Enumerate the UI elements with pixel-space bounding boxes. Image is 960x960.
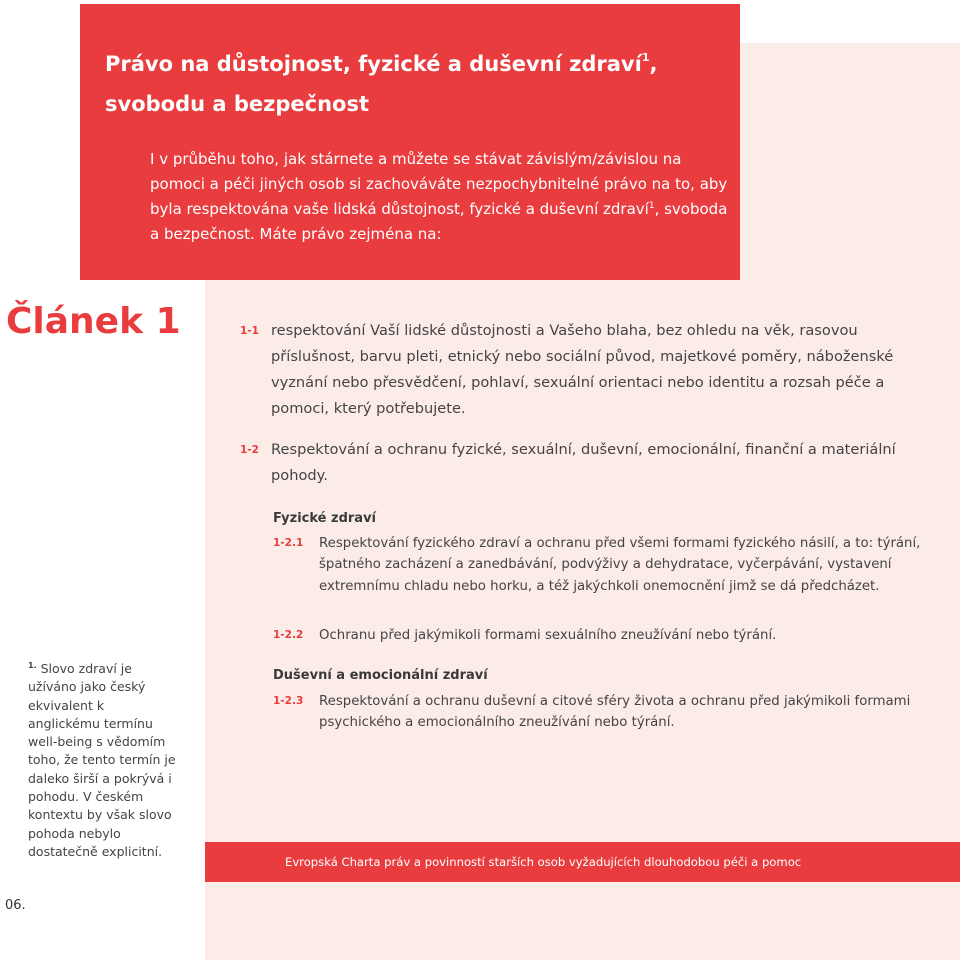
title-part-2: , svobodu a bezpečnost xyxy=(105,52,658,116)
item-number: 1-2 xyxy=(240,444,259,456)
sub-item-number: 1-2.3 xyxy=(273,695,304,707)
footer-bar xyxy=(205,842,960,882)
item-number: 1-1 xyxy=(240,325,259,337)
footnote-text: Slovo zdraví je užíváno jako český ekvivalent k anglickému termínu well-being s vědomím toho, že tento termín je daleko širší a pokrývá i pohodu. V českém kontextu by však slovo pohoda nebylo dostatečně explicitní. xyxy=(28,661,176,859)
section-heading-physical-health: Fyzické zdraví xyxy=(273,511,376,526)
sub-list-item xyxy=(273,533,933,597)
footnote xyxy=(28,660,178,861)
sub-item-text: Ochranu před jakýmikoli formami sexuálního zneužívání nebo týrání. xyxy=(319,628,777,643)
list-item xyxy=(240,318,940,422)
article-heading: Článek 1 xyxy=(6,301,181,342)
sub-list-item xyxy=(273,625,933,646)
title-footnote-ref[interactable]: 1 xyxy=(641,51,650,64)
intro-footnote-ref[interactable]: 1 xyxy=(648,201,655,211)
footer-text: Evropská Charta práv a povinností starších osob vyžadujících dlouhodobou péči a pomoc xyxy=(285,855,802,869)
intro-paragraph xyxy=(150,147,730,247)
list-item xyxy=(240,437,940,489)
page-number: 06. xyxy=(5,898,26,913)
item-text: respektování Vaší lidské důstojnosti a Vašeho blaha, bez ohledu na věk, rasovou příslušnost, barvu pleti, etnický nebo sociální původ, majetkové poměry, náboženské vyznání nebo přesvědčení, pohlaví, sexuální orientaci nebo identitu a rozsah péče a pomoci, který potřebujete. xyxy=(271,322,894,417)
intro-part-2: , svoboda a bezpečnost. Máte právo zejména na: xyxy=(150,200,728,243)
footnote-marker: 1. xyxy=(28,661,37,670)
sub-item-number: 1-2.1 xyxy=(273,537,304,549)
sub-item-text: Respektování a ochranu duševní a citové sféry života a ochranu před jakýmikoli formami psychického a emocionálního zneužívání nebo týrání. xyxy=(319,694,911,731)
sub-item-text: Respektování fyzického zdraví a ochranu před všemi formami fyzického násilí, a to: týrání, špatného zacházení a zanedbávání, podvýživy a dehydratace, vyčerpávání, vystavení extremnímu chladu nebo horku, a též jakýchkoli onemocnění jimž se dá předcházet. xyxy=(319,536,921,594)
intro-part-1: I v průběhu toho, jak stárnete a můžete se stávat závislým/závislou na pomoci a péči jiných osob si zachováváte nezpochybnitelné právo na to, aby byla respektována vaše lidská důstojnost, fyzické a duševní zdraví xyxy=(150,150,728,218)
sub-list-item xyxy=(273,691,933,734)
page-title xyxy=(105,44,725,124)
section-heading-mental-health: Duševní a emocionální zdraví xyxy=(273,668,488,683)
sub-item-number: 1-2.2 xyxy=(273,629,304,641)
item-text: Respektování a ochranu fyzické, sexuální, duševní, emocionální, finanční a materiální pohody. xyxy=(271,441,896,484)
title-part-1: Právo na důstojnost, fyzické a duševní zdraví xyxy=(105,52,642,76)
